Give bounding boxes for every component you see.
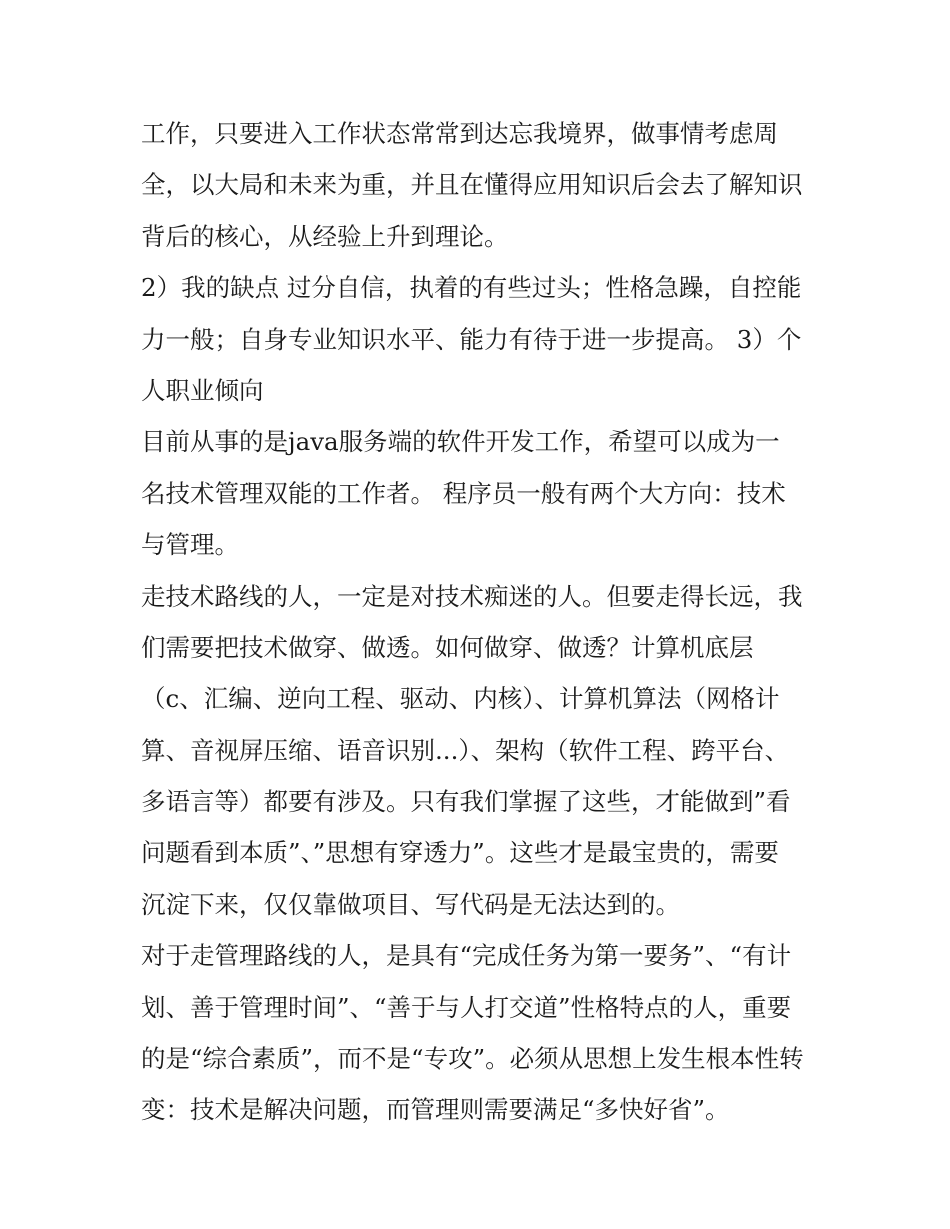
- text-line: 背后的核心，从经验上升到理论。: [141, 221, 509, 251]
- text-line: 的是“综合素质”，而不是“专攻”。必须从思想上发生根本性转: [141, 1044, 804, 1074]
- text-line: （c、汇编、逆向工程、驱动、内核）、计算机算法（网格计: [141, 684, 780, 714]
- text-line: 全，以大局和未来为重，并且在懂得应用知识后会去了解知识: [141, 170, 803, 200]
- text-line: 算、音视屏压缩、语音识别...）、架构（软件工程、跨平台、: [141, 735, 790, 765]
- text-line: 走技术路线的人，一定是对技术痴迷的人。但要走得长远，我: [141, 581, 803, 611]
- text-line: 2）我的缺点 过分自信，执着的有些过头；性格急躁，自控能: [141, 273, 802, 303]
- body-text: [141, 108, 821, 1136]
- text-line: 与管理。: [141, 530, 239, 560]
- text-line: 们需要把技术做穿、做透。如何做穿、做透？计算机底层: [141, 632, 754, 662]
- text-line: 工作，只要进入工作状态常常到达忘我境界，做事情考虑周: [141, 119, 778, 148]
- text-line: 问题看到本质”、”思想有穿透力”。这些才是最宝贵的，需要: [141, 838, 779, 868]
- text-line: 目前从事的是java服务端的软件开发工作，希望可以成为一: [141, 427, 780, 457]
- text-line: 多语言等）都要有涉及。只有我们掌握了这些，才能做到”看: [141, 787, 791, 817]
- text-line: 对于走管理路线的人，是具有“完成任务为第一要务”、“有计: [141, 941, 792, 971]
- text-line: 沉淀下来，仅仅靠做项目、写代码是无法达到的。: [141, 889, 680, 919]
- text-line: 力一般；自身专业知识水平、能力有待于进一步提高。 3）个: [141, 324, 802, 354]
- text-line: 划、善于管理时间”、“善于与人打交道”性格特点的人，重要: [141, 992, 792, 1022]
- text-line: 名技术管理双能的工作者。 程序员一般有两个大方向：技术: [141, 478, 786, 508]
- text-line: 人职业倾向: [141, 375, 264, 405]
- text-line: 变：技术是解决问题，而管理则需要满足“多快好省”。: [141, 1095, 730, 1125]
